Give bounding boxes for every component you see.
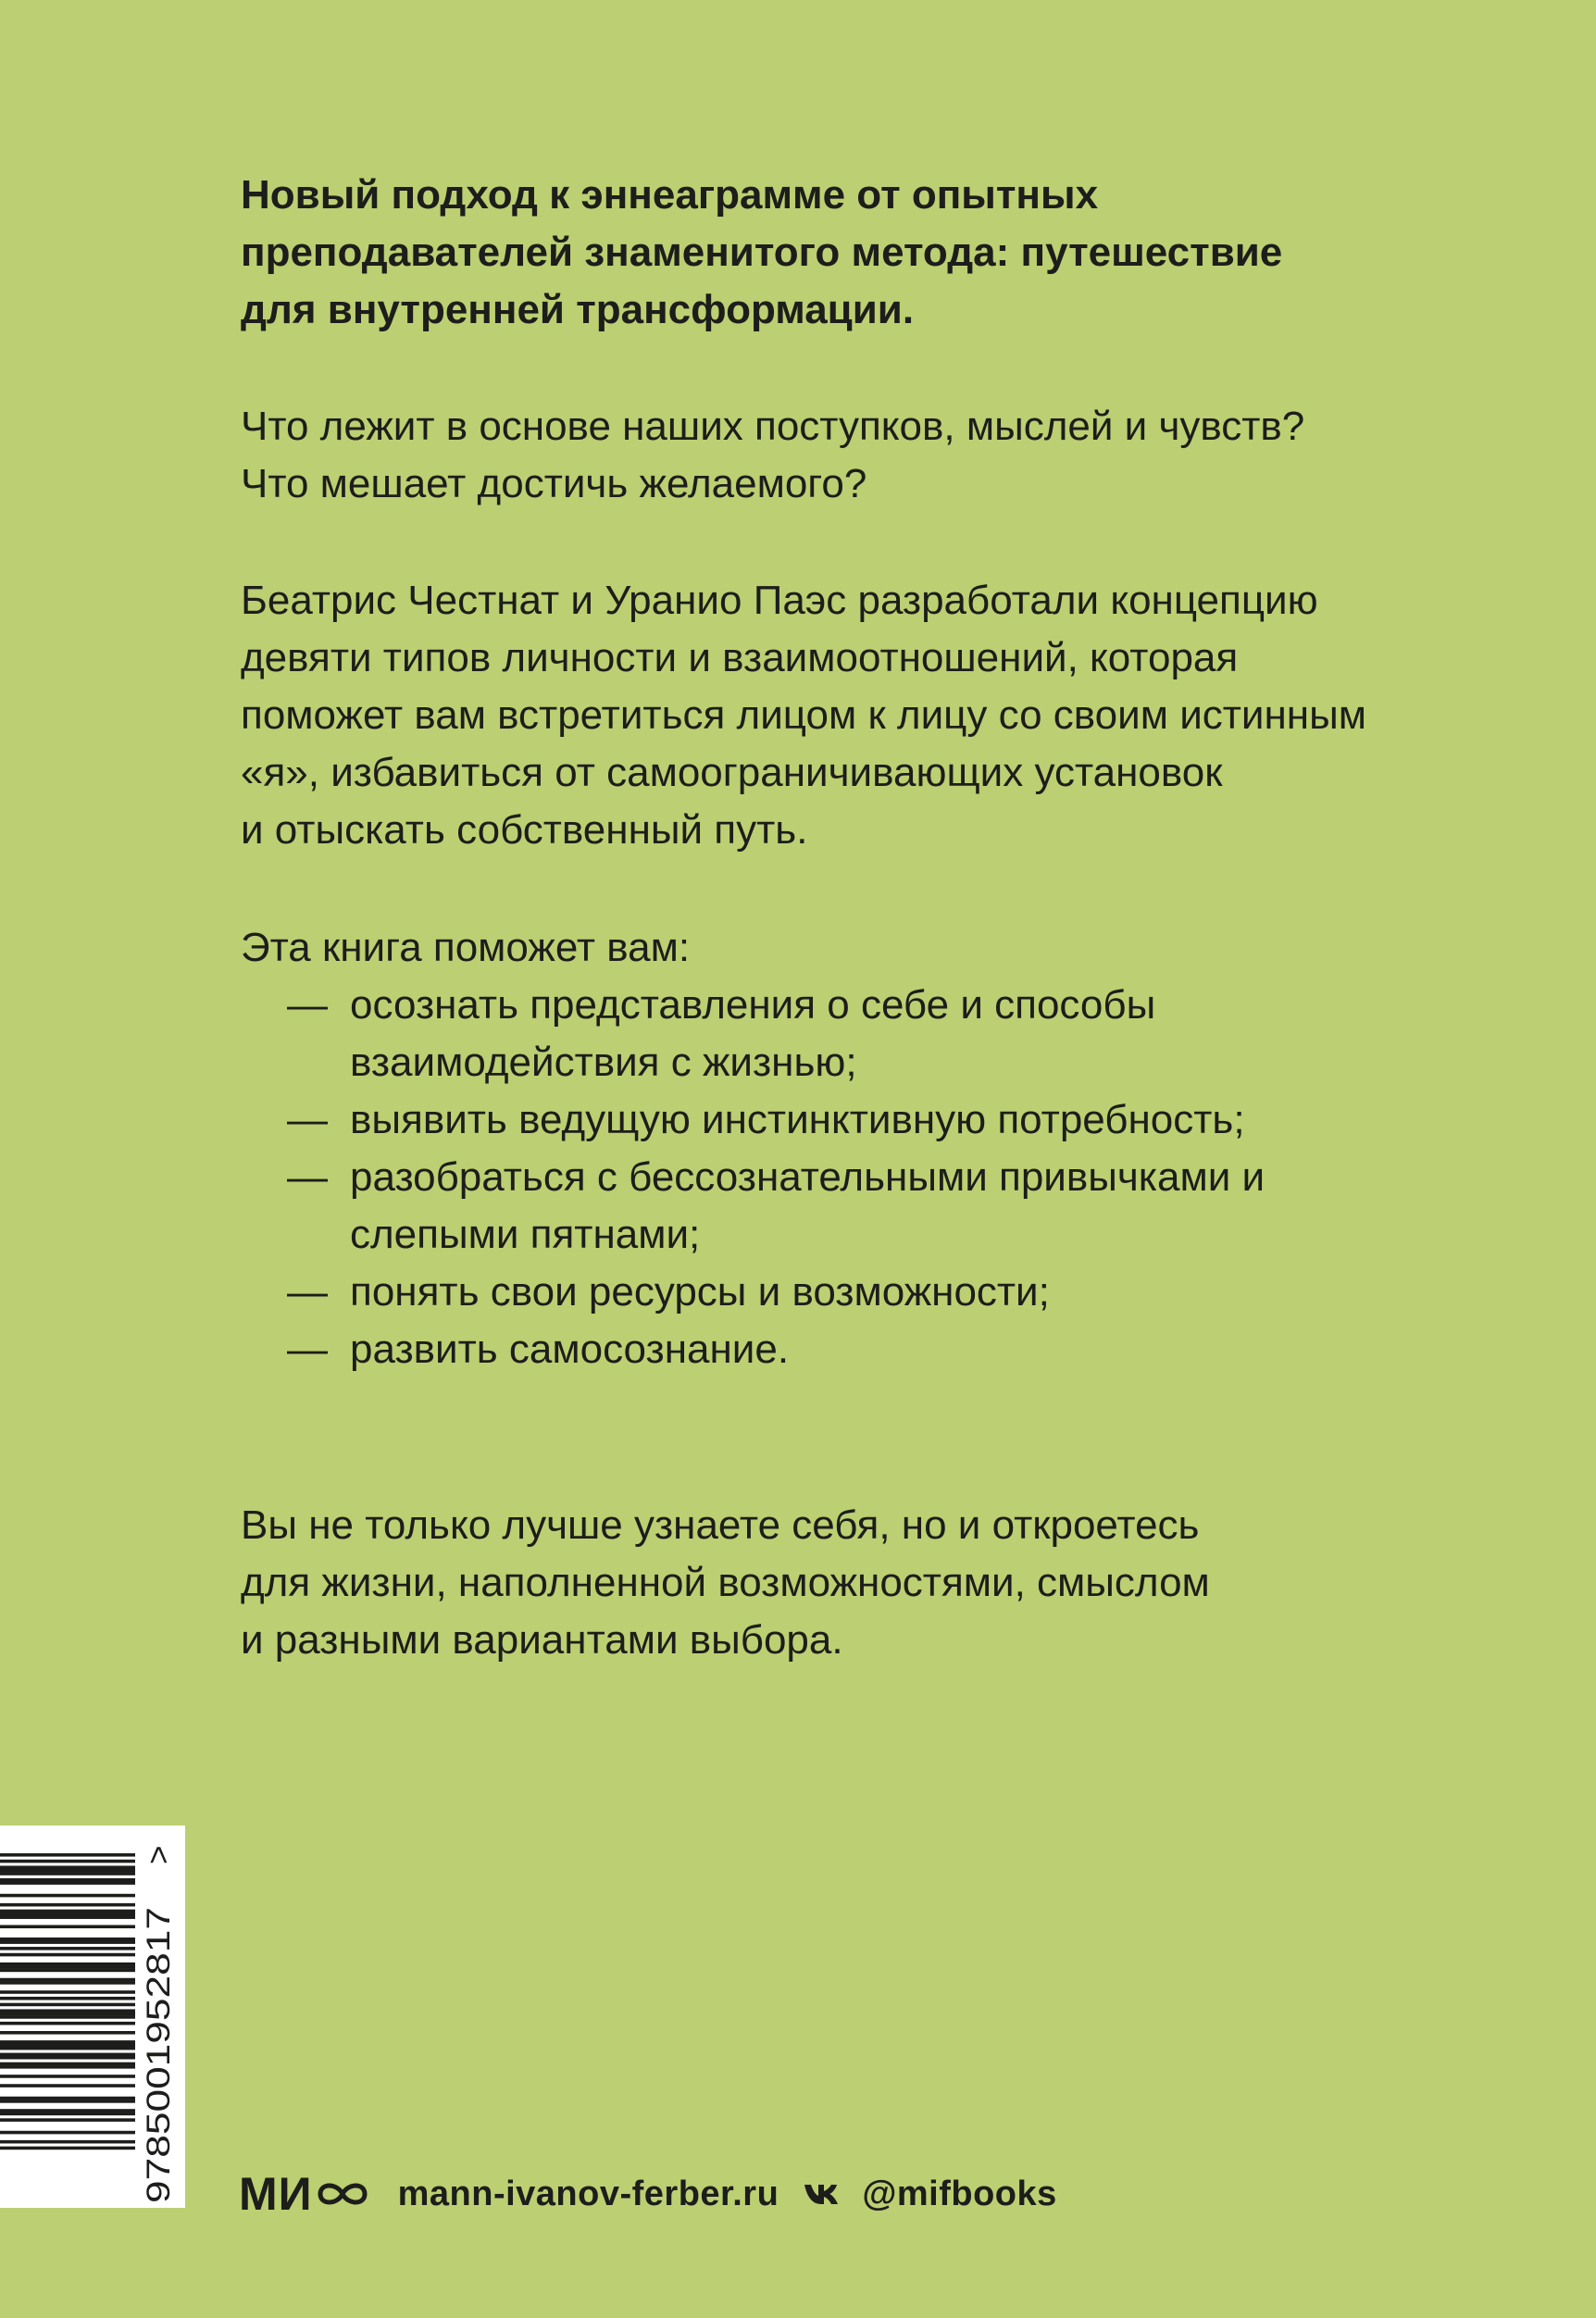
barcode-bar [0,1938,135,1941]
list-item [241,977,1350,1091]
authors-line: Беатрис Честнат и Уранио Паэс разработали концепцию [241,578,1318,623]
lead-line: преподавателей знаменитого метода: путешествие [241,230,1283,275]
dash-bullet: — [287,1154,328,1200]
list-item-text: понять свои ресурсы и возможности; [350,1269,1050,1315]
barcode-bar [0,1878,135,1882]
social-handle[interactable]: @mifbooks [862,2174,1057,2213]
barcode-bar [0,2118,135,2122]
infinity-icon [315,2178,370,2210]
barcode-bar [0,1963,135,1966]
website-link[interactable]: mann-ivanov-ferber.ru [397,2174,779,2213]
barcode-bar [0,2112,135,2116]
barcode-bar [0,2131,135,2135]
barcode-bar [0,2075,135,2078]
barcode-bar [0,2109,135,2112]
barcode-bar [0,1981,135,1985]
barcode-bar [0,1965,135,1969]
barcode-bar [0,2140,135,2144]
barcode-bar [0,1894,135,1898]
dash-bullet: — [287,1269,328,1315]
lead-paragraph [241,167,1518,339]
barcode-bar [0,1913,135,1916]
list-item [241,1091,1350,1149]
barcode-bar [0,2047,135,2050]
authors-line: и отыскать собственный путь. [241,807,808,853]
barcode-bar [0,2100,135,2103]
isbn-barcode [0,1826,185,2208]
barcode-bar [0,1978,135,1982]
benefits-heading [241,919,1518,977]
barcode-bar [0,1969,135,1973]
vk-icon[interactable] [803,2182,843,2206]
barcode-bar [0,1865,135,1869]
barcode-digits: 9785001952817 [141,1968,177,2203]
publisher-logo [239,2167,370,2221]
list-item-text: выявить ведущую инстинктивную потребность; [350,1097,1245,1142]
list-item-text: разобраться с бессознательными привычками и слепыми пятнами; [350,1154,1266,1257]
barcode-bar [0,1853,135,1857]
barcode-bar [0,1925,135,1928]
barcode-bar [0,2063,135,2066]
barcode-bar [0,2097,135,2100]
barcode-bar [0,1997,135,2000]
lead-line: для внутренней трансформации. [241,287,915,332]
barcode-end-mark: > [141,1845,177,1864]
barcode-bar [0,2022,135,2025]
list-item [241,1264,1350,1321]
barcode-bar [0,1947,135,1950]
barcode-bar [0,1953,135,1957]
authors-line: «я», избавиться от самоограничивающих установок [241,750,1223,795]
list-item-text: развить самосознание. [350,1327,790,1372]
closing-line: для жизни, наполненной возможностями, смыслом [241,1560,1210,1605]
question-line: Что мешает достичь желаемого? [241,461,867,506]
barcode-bar [0,2003,135,2007]
barcode-bar [0,1910,135,1913]
benefits-title: Эта книга поможет вам: [241,925,691,970]
barcode-bar [0,1990,135,1994]
barcode-bar [0,2056,135,2060]
closing-line: Вы не только лучше узнаете себя, но и откроетесь [241,1502,1200,1548]
questions-paragraph [241,398,1518,513]
barcode-bar [0,2015,135,2019]
barcode-bar [0,2084,135,2087]
logo-text: МИ [239,2168,313,2220]
barcode-bars [0,1853,135,2150]
barcode-bar [0,2065,135,2069]
barcode-bar [0,1881,135,1885]
vk-glyph [803,2182,843,2206]
lead-line: Новый подход к эннеаграмме от опытных [241,172,1099,218]
dash-bullet: — [287,1327,328,1372]
closing-paragraph [241,1497,1518,1669]
barcode-bar [0,1872,135,1876]
barcode-bar [0,2043,135,2047]
closing-line: и разными вариантами выбора. [241,1617,843,1663]
authors-paragraph [241,572,1518,859]
barcode-bar [0,2040,135,2044]
question-line: Что лежит в основе наших поступков, мыслей и чувств? [241,404,1305,449]
barcode-bar [0,1860,135,1863]
barcode-bar [0,1915,135,1919]
benefits-list [241,977,1518,1378]
barcode-bar [0,2031,135,2035]
barcode-bar [0,1869,135,1873]
list-item [241,1321,1350,1378]
barcode-bar [0,2009,135,2013]
barcode-bar [0,2053,135,2057]
barcode-bar [0,1940,135,1944]
barcode-bar [0,1903,135,1907]
barcode-bar [0,2013,135,2016]
list-item-text: осознать представления о себе и способы взаимодействия с жизнью; [350,982,1156,1085]
barcode-bar [0,2147,135,2150]
dash-bullet: — [287,982,328,1028]
authors-line: поможет вам встретиться лицом к лицу со своим истинным [241,692,1366,738]
publisher-footer [239,2166,1057,2222]
list-item [241,1149,1350,1264]
authors-line: девяти типов личности и взаимоотношений, которая [241,635,1239,680]
dash-bullet: — [287,1097,328,1142]
barcode-graphic [0,1826,185,2208]
